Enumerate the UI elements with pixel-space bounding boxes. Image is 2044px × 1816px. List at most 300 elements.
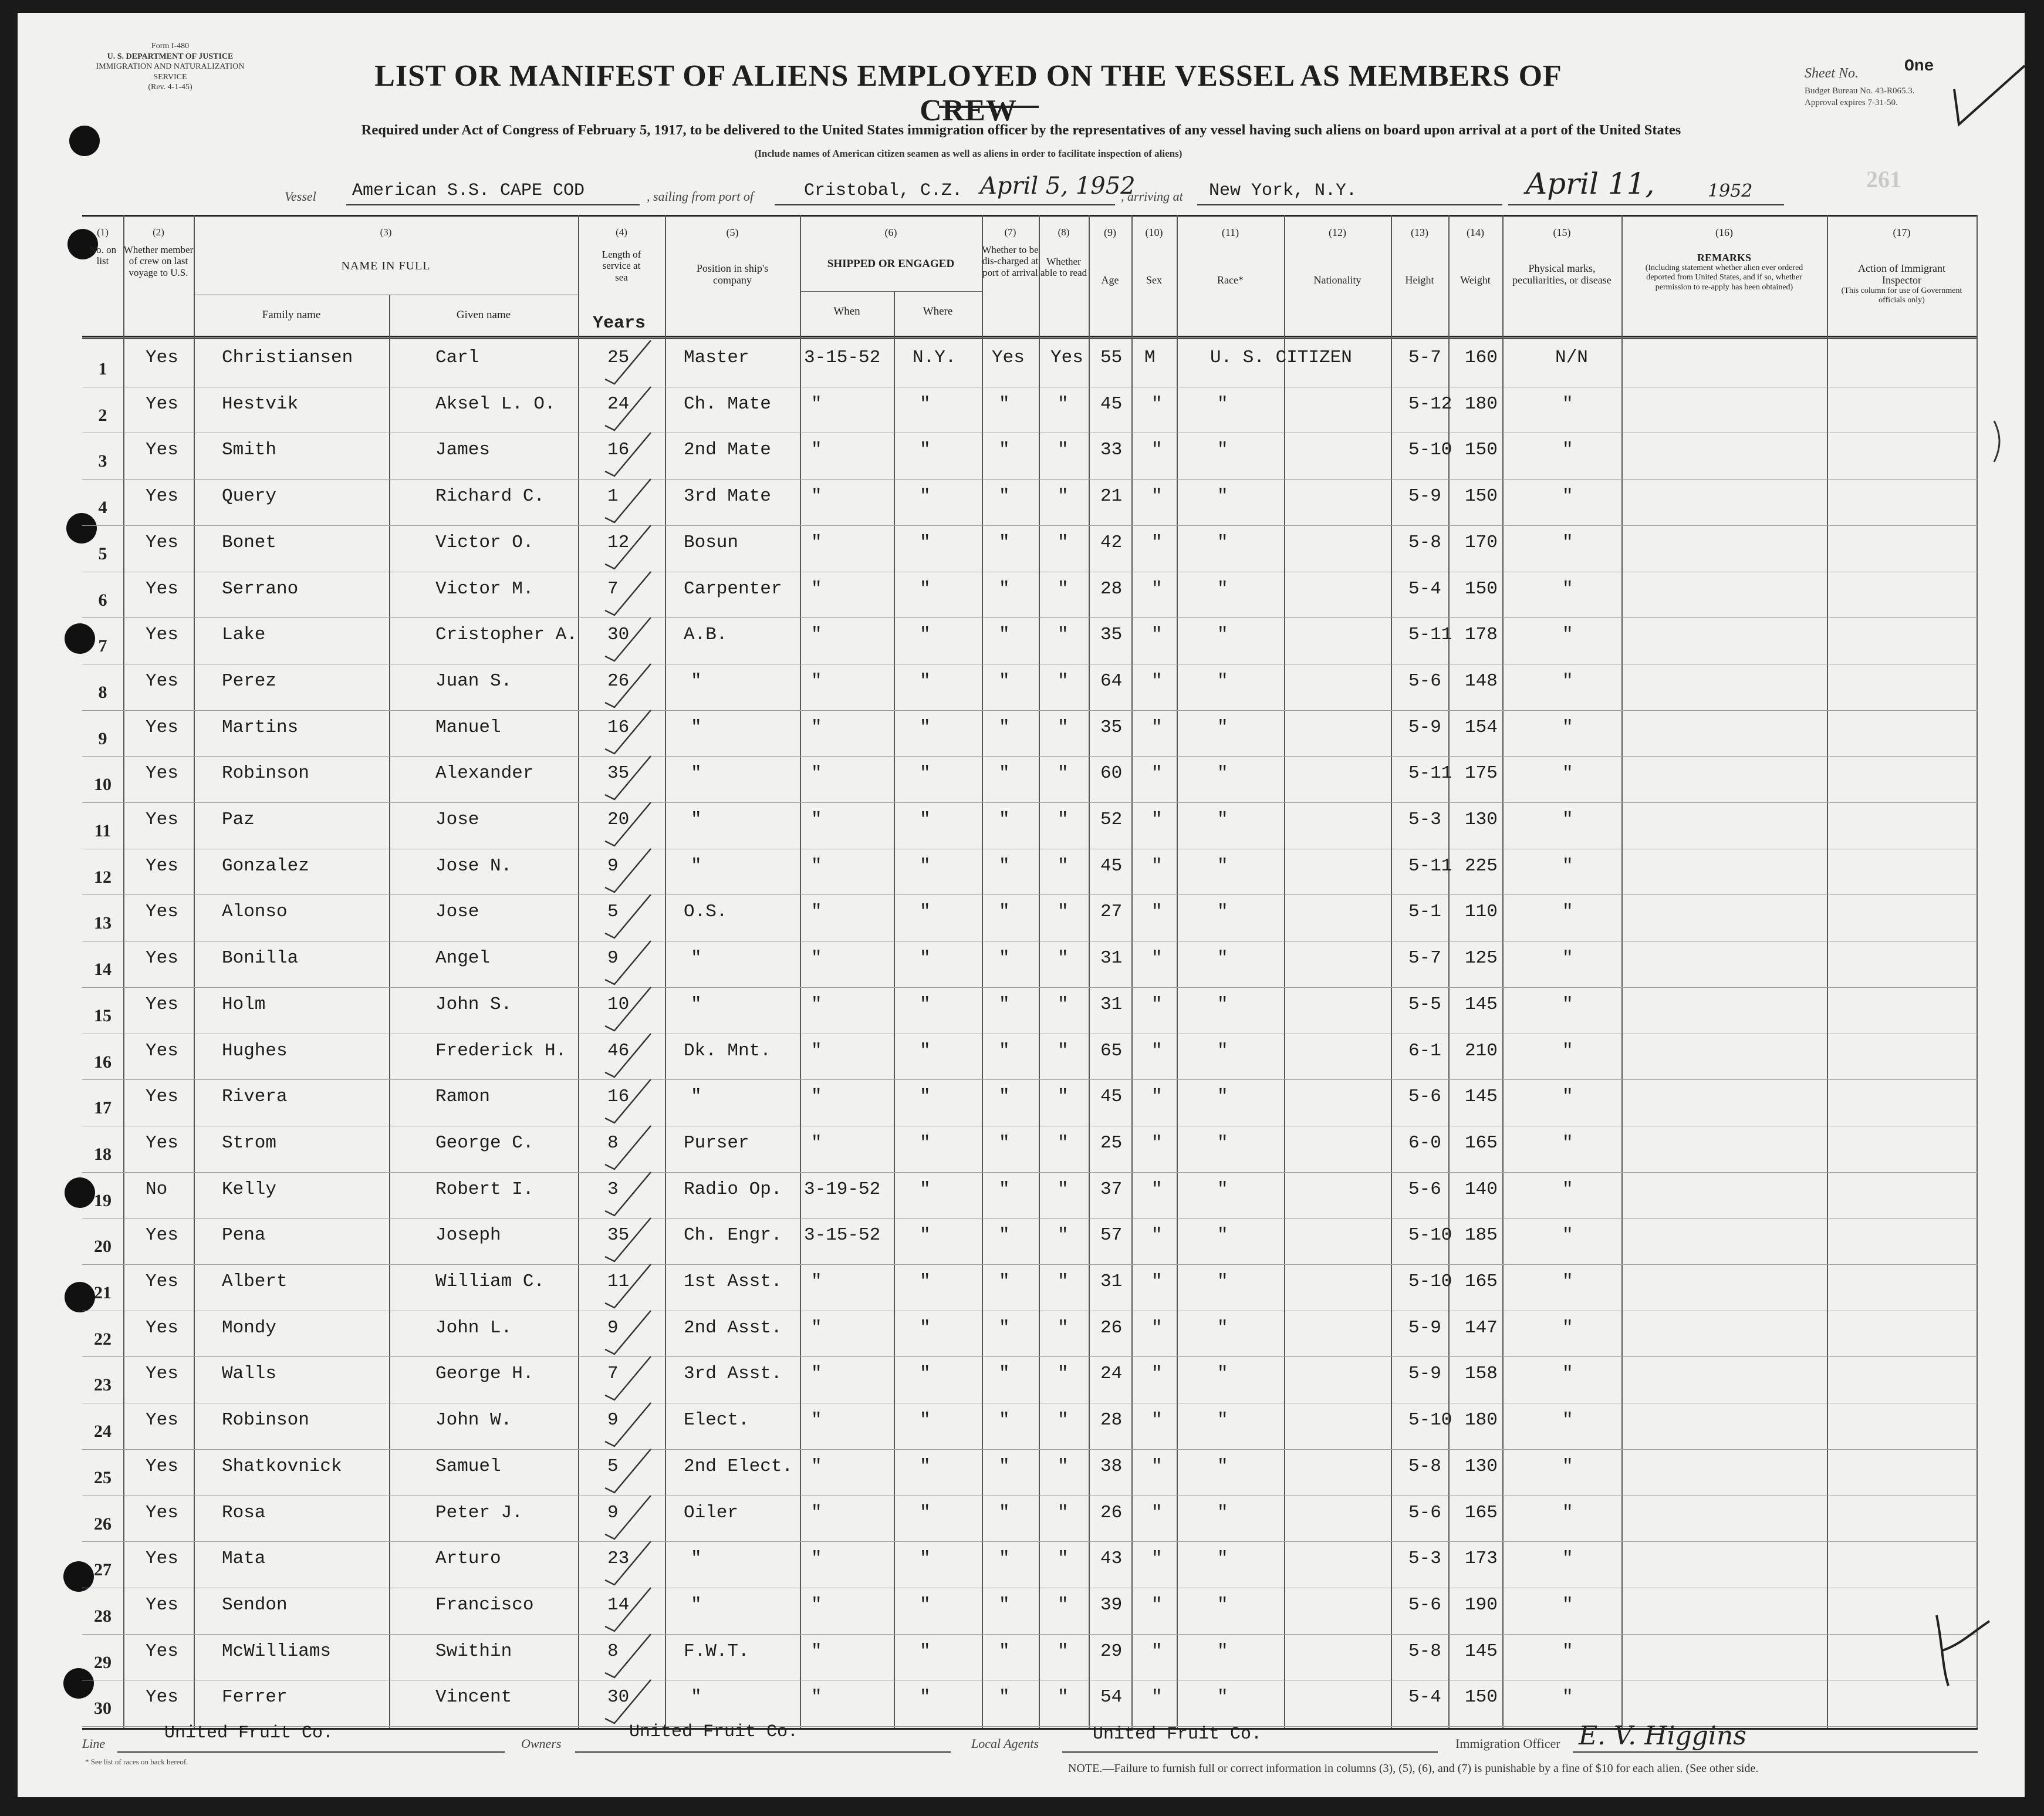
col11-number: (11) — [1221, 227, 1239, 238]
tally-mark-icon — [602, 892, 654, 939]
cell-height: 6-0 — [1408, 1132, 1441, 1153]
cell-family: Perez — [222, 670, 277, 691]
cell-height: 5-9 — [1408, 1317, 1441, 1338]
revision: (Rev. 4-1-45) — [148, 83, 192, 92]
cell-family: Hughes — [222, 1040, 288, 1061]
cell-when: " — [811, 1641, 822, 1662]
cell-height: 6-1 — [1408, 1040, 1441, 1061]
row-number: 23 — [94, 1375, 112, 1395]
col15-number: (15) — [1553, 227, 1571, 238]
cell-prev: Yes — [146, 1040, 178, 1061]
cell-years: 9 — [607, 855, 619, 876]
cell-disch: " — [999, 855, 1010, 876]
races-note: * See list of races on back hereof. — [85, 1757, 188, 1766]
cell-sex: " — [1151, 763, 1163, 784]
tally-mark-icon — [602, 1123, 654, 1170]
cell-disch: " — [999, 1317, 1010, 1338]
cell-when: " — [811, 948, 822, 969]
cell-family: Query — [222, 486, 277, 507]
cell-height: 5-8 — [1408, 1456, 1441, 1477]
cell-given: Vincent — [435, 1687, 512, 1708]
cell-disch: " — [999, 486, 1010, 507]
row-number: 18 — [94, 1144, 112, 1164]
tally-mark-icon — [602, 1539, 654, 1586]
col-line — [578, 215, 579, 1728]
cell-weight: 210 — [1465, 1040, 1498, 1061]
tally-mark-icon — [602, 1447, 654, 1494]
cell-race: " — [1217, 855, 1228, 876]
cell-weight: 154 — [1465, 717, 1498, 738]
check-mark-icon — [1942, 54, 2036, 136]
row-number: 14 — [94, 960, 112, 980]
cell-disch: " — [999, 1132, 1010, 1153]
cell-given: Juan S. — [435, 670, 512, 691]
cell-where: " — [920, 1502, 931, 1523]
cell-sex: " — [1151, 532, 1163, 553]
cell-age: 45 — [1100, 393, 1123, 414]
cell-family: Strom — [222, 1132, 277, 1153]
cell-years: 46 — [607, 1040, 630, 1061]
cell-prev: Yes — [146, 717, 178, 738]
cell-marks: " — [1562, 532, 1573, 553]
cell-when: 3-15-52 — [804, 347, 881, 368]
cell-read: " — [1058, 578, 1069, 599]
col-line — [1131, 215, 1133, 1728]
row-rule — [82, 1264, 1978, 1265]
cell-when: " — [811, 578, 822, 599]
col-line — [1284, 215, 1285, 1728]
row-number: 19 — [94, 1190, 112, 1210]
cell-position: 1st Asst. — [684, 1271, 782, 1292]
cell-race: " — [1217, 994, 1228, 1015]
cell-age: 31 — [1100, 948, 1123, 969]
cell-read: " — [1058, 1548, 1069, 1569]
cell-given: Ramon — [435, 1086, 491, 1108]
cell-years: 5 — [607, 902, 619, 923]
cell-where: " — [920, 1641, 931, 1662]
cell-marks: N/N — [1555, 347, 1588, 368]
cell-sex: " — [1151, 1040, 1163, 1061]
cell-disch: " — [999, 440, 1010, 461]
punch-hole — [69, 126, 100, 156]
cell-when: " — [811, 1594, 822, 1615]
cell-weight: 160 — [1465, 347, 1498, 368]
cell-years: 9 — [607, 948, 619, 969]
cell-marks: " — [1562, 1641, 1573, 1662]
cell-race: " — [1217, 1132, 1228, 1153]
cell-where: " — [920, 1363, 931, 1385]
owners-label: Owners — [521, 1736, 562, 1751]
cell-read: " — [1058, 1179, 1069, 1200]
cell-age: 21 — [1100, 486, 1123, 507]
cell-sex: " — [1151, 902, 1163, 923]
cell-given: Francisco — [435, 1594, 534, 1615]
cell-weight: 165 — [1465, 1271, 1498, 1292]
cell-sex: " — [1151, 1641, 1163, 1662]
cell-years: 11 — [607, 1271, 630, 1292]
port-from: Cristobal, C.Z. — [804, 181, 963, 201]
header-bottom-rule — [82, 336, 1978, 339]
cell-marks: " — [1562, 1086, 1573, 1108]
col15-label: Physical marks, peculiarities, or disease — [1512, 262, 1611, 286]
col10-label: Sex — [1146, 274, 1162, 286]
cell-disch: " — [999, 532, 1010, 553]
cell-race: " — [1217, 1641, 1228, 1662]
cell-years: 16 — [607, 717, 630, 738]
cell-given: Jose N. — [435, 855, 512, 876]
col-line — [1391, 215, 1392, 1728]
cell-height: 5-4 — [1408, 1687, 1441, 1708]
cell-family: Rivera — [222, 1086, 288, 1108]
cell-height: 5-3 — [1408, 1548, 1441, 1569]
form-id-block — [82, 41, 258, 93]
cell-marks: " — [1562, 1410, 1573, 1431]
cell-race: " — [1217, 1502, 1228, 1523]
cell-age: 25 — [1100, 1132, 1123, 1153]
cell-family: Paz — [222, 809, 255, 830]
port-to: New York, N.Y. — [1209, 181, 1357, 201]
cell-years: 14 — [607, 1594, 630, 1615]
row-number: 4 — [98, 498, 107, 518]
cell-when: 3-19-52 — [804, 1179, 881, 1200]
cell-marks: " — [1562, 948, 1573, 969]
cell-prev: Yes — [146, 440, 178, 461]
cell-read: " — [1058, 1317, 1069, 1338]
tally-mark-icon — [602, 661, 654, 708]
tally-mark-icon — [602, 1354, 654, 1401]
cell-age: 54 — [1100, 1687, 1123, 1708]
cell-height: 5-11 — [1408, 763, 1452, 784]
cell-race: " — [1217, 1548, 1228, 1569]
col8-label: Whether able to read — [1040, 255, 1087, 279]
cell-race: " — [1217, 809, 1228, 830]
col13-header — [1391, 227, 1448, 286]
cell-family: Rosa — [222, 1502, 266, 1523]
col9-number: (9) — [1104, 227, 1116, 238]
row-number: 24 — [94, 1422, 112, 1442]
cell-position: Bosun — [684, 532, 739, 553]
cell-disch: " — [999, 763, 1010, 784]
cell-when: " — [811, 1271, 822, 1292]
cell-family: Lake — [222, 625, 266, 646]
cell-when: " — [811, 1548, 822, 1569]
cell-sex: " — [1151, 994, 1163, 1015]
cell-years: 20 — [607, 809, 630, 830]
row-number: 15 — [94, 1005, 112, 1025]
col11-header — [1177, 227, 1284, 286]
department: U. S. DEPARTMENT OF JUSTICE — [107, 52, 234, 61]
cell-family: Pena — [222, 1225, 266, 1246]
tally-mark-icon — [602, 708, 654, 755]
row-number: 26 — [94, 1514, 112, 1534]
cell-given: George C. — [435, 1132, 534, 1153]
row-number: 2 — [98, 405, 107, 425]
cell-years: 1 — [607, 486, 619, 507]
cell-prev: Yes — [146, 625, 178, 646]
cell-when: " — [811, 1132, 822, 1153]
cell-years: 23 — [607, 1548, 630, 1569]
cell-where: " — [920, 948, 931, 969]
cell-family: McWilliams — [222, 1641, 332, 1662]
cell-sex: " — [1151, 855, 1163, 876]
cell-position: 2nd Elect. — [684, 1456, 793, 1477]
cell-when: " — [811, 1086, 822, 1108]
cell-prev: Yes — [146, 532, 178, 553]
cell-given: Jose — [435, 809, 479, 830]
cell-age: 27 — [1100, 902, 1123, 923]
row-number: 28 — [94, 1606, 112, 1626]
cell-marks: " — [1562, 1132, 1573, 1153]
tally-mark-icon — [602, 1216, 654, 1263]
cell-prev: Yes — [146, 670, 178, 691]
cell-family: Bonilla — [222, 948, 299, 969]
vessel-label: Vessel — [285, 189, 316, 204]
cell-race: " — [1217, 670, 1228, 691]
cell-height: 5-9 — [1408, 486, 1441, 507]
cell-disch: " — [999, 1548, 1010, 1569]
cell-height: 5-6 — [1408, 1086, 1441, 1108]
cell-read: " — [1058, 994, 1069, 1015]
cell-position: O.S. — [684, 902, 728, 923]
cell-sex: " — [1151, 1502, 1163, 1523]
col-line — [1621, 215, 1623, 1728]
cell-prev: Yes — [146, 809, 178, 830]
cell-where: " — [920, 578, 931, 599]
cell-family: Smith — [222, 440, 277, 461]
fine-note: NOTE.—Failure to furnish full or correct information in columns (3), (5), (6), and (7) is punishable by a fine of $10 for each alien. (See other side. — [1068, 1762, 1759, 1775]
cell-where: " — [920, 670, 931, 691]
col4-header — [578, 227, 665, 283]
col14-number: (14) — [1467, 227, 1484, 238]
cell-sex: " — [1151, 717, 1163, 738]
cell-disch: " — [999, 670, 1010, 691]
cell-position: " — [691, 763, 702, 784]
given-name-header: Given name — [456, 309, 511, 321]
cell-given: John S. — [435, 994, 512, 1015]
tally-mark-icon — [602, 569, 654, 616]
cell-marks: " — [1562, 440, 1573, 461]
tally-mark-icon — [602, 430, 654, 477]
cell-years: 8 — [607, 1132, 619, 1153]
cell-where: " — [920, 1548, 931, 1569]
cell-marks: " — [1562, 994, 1573, 1015]
cell-prev: Yes — [146, 1594, 178, 1615]
cell-disch: " — [999, 1641, 1010, 1662]
cell-position: " — [691, 855, 702, 876]
cell-given: William C. — [435, 1271, 545, 1292]
cell-race: " — [1217, 902, 1228, 923]
cell-marks: " — [1562, 1687, 1573, 1708]
cell-where: " — [920, 717, 931, 738]
agents-label: Local Agents — [971, 1736, 1039, 1751]
include-note: (Include names of American citizen seamen as well as aliens in order to facilitate inspection of aliens) — [754, 148, 1183, 159]
cell-height: 5-1 — [1408, 902, 1441, 923]
cell-years: 24 — [607, 393, 630, 414]
row-number: 25 — [94, 1467, 112, 1487]
cell-marks: " — [1562, 393, 1573, 414]
cell-height: 5-6 — [1408, 670, 1441, 691]
cell-read: " — [1058, 1641, 1069, 1662]
col-line — [1827, 215, 1828, 1728]
cell-age: 33 — [1100, 440, 1123, 461]
cell-where: " — [920, 1410, 931, 1431]
signature-check-icon — [1925, 1609, 2007, 1697]
row-rule — [82, 1079, 1978, 1080]
cell-when: " — [811, 1456, 822, 1477]
cell-age: 29 — [1100, 1641, 1123, 1662]
col3-label: NAME IN FULL — [341, 259, 431, 272]
when-header: When — [833, 305, 860, 318]
cell-given: Arturo — [435, 1548, 501, 1569]
tally-mark-icon — [602, 338, 654, 385]
cell-prev: Yes — [146, 1548, 178, 1569]
cell-race: " — [1217, 717, 1228, 738]
sailing-date: April 5, 1952 — [980, 173, 1136, 200]
cell-age: 37 — [1100, 1179, 1123, 1200]
cell-sex: " — [1151, 1086, 1163, 1108]
cell-prev: Yes — [146, 393, 178, 414]
cell-disch: " — [999, 1456, 1010, 1477]
cell-family: Mondy — [222, 1317, 277, 1338]
cell-race: " — [1217, 1456, 1228, 1477]
cell-sex: " — [1151, 1548, 1163, 1569]
cell-position: A.B. — [684, 625, 728, 646]
cell-height: 5-9 — [1408, 1363, 1441, 1385]
cell-marks: " — [1562, 1594, 1573, 1615]
cell-years: 35 — [607, 763, 630, 784]
cell-disch: " — [999, 902, 1010, 923]
cell-read: " — [1058, 763, 1069, 784]
cell-where: " — [920, 1040, 931, 1061]
cell-sex: M — [1144, 347, 1156, 368]
cell-weight: 190 — [1465, 1594, 1498, 1615]
cell-family: Ferrer — [222, 1687, 288, 1708]
col16-sublabel: (Including statement whether alien ever ordered deported from United States, and if so, whether permission to re-apply has been obtained) — [1645, 264, 1803, 292]
cell-read: " — [1058, 1410, 1069, 1431]
cell-disch: Yes — [992, 347, 1025, 368]
cell-disch: " — [999, 1502, 1010, 1523]
cell-race: " — [1217, 1687, 1228, 1708]
cell-sex: " — [1151, 1225, 1163, 1246]
col-line — [389, 295, 390, 1728]
cell-disch: " — [999, 1040, 1010, 1061]
cell-weight: 170 — [1465, 532, 1498, 553]
cell-position: " — [691, 809, 702, 830]
cell-family: Robinson — [222, 763, 309, 784]
cell-position: " — [691, 717, 702, 738]
cell-given: Cristopher A. — [435, 625, 577, 646]
cell-sex: " — [1151, 440, 1163, 461]
row-rule — [82, 802, 1978, 803]
cell-height: 5-10 — [1408, 1271, 1452, 1292]
cell-years: 9 — [607, 1410, 619, 1431]
row-number: 9 — [98, 728, 107, 748]
cell-position: 2nd Asst. — [684, 1317, 782, 1338]
row-number: 29 — [94, 1652, 112, 1672]
cell-age: 24 — [1100, 1363, 1123, 1385]
cell-when: " — [811, 902, 822, 923]
cell-weight: 125 — [1465, 948, 1498, 969]
cell-read: " — [1058, 902, 1069, 923]
row-rule — [82, 1541, 1978, 1542]
service: IMMIGRATION AND NATURALIZATION SERVICE — [96, 62, 245, 82]
cell-position: Master — [684, 347, 749, 368]
port-rule — [775, 204, 1115, 205]
cell-position: Purser — [684, 1132, 749, 1153]
cell-height: 5-10 — [1408, 440, 1452, 461]
cell-prev: Yes — [146, 347, 178, 368]
form-title: LIST OR MANIFEST OF ALIENS EMPLOYED ON THE VESSEL AS MEMBERS OF CREW — [374, 59, 1562, 127]
cell-where: " — [920, 1317, 931, 1338]
cell-read: Yes — [1050, 347, 1083, 368]
cell-where: " — [920, 1687, 931, 1708]
cell-race: " — [1217, 440, 1228, 461]
cell-when: " — [811, 763, 822, 784]
row-rule — [82, 987, 1978, 988]
col17-label: Action of Immigrant Inspector — [1858, 262, 1945, 286]
cell-when: " — [811, 1687, 822, 1708]
cell-given: Peter J. — [435, 1502, 523, 1523]
cell-position: Ch. Mate — [684, 393, 771, 414]
cell-family: Gonzalez — [222, 855, 309, 876]
cell-prev: Yes — [146, 855, 178, 876]
cell-race: " — [1217, 948, 1228, 969]
cell-when: " — [811, 532, 822, 553]
cell-age: 26 — [1100, 1317, 1123, 1338]
cell-race: " — [1217, 1410, 1228, 1431]
cell-years: 9 — [607, 1317, 619, 1338]
cell-sex: " — [1151, 1179, 1163, 1200]
cell-height: 5-3 — [1408, 809, 1441, 830]
col4-number: (4) — [616, 227, 627, 238]
cell-disch: " — [999, 578, 1010, 599]
cell-prev: Yes — [146, 1410, 178, 1431]
cell-where: " — [920, 440, 931, 461]
cell-weight: 158 — [1465, 1363, 1498, 1385]
row-number: 6 — [98, 590, 107, 610]
cell-when: " — [811, 625, 822, 646]
cell-prev: Yes — [146, 1317, 178, 1338]
cell-position: Carpenter — [684, 578, 782, 599]
cell-given: John W. — [435, 1410, 512, 1431]
owners-value: United Fruit Co. — [629, 1722, 799, 1742]
cell-read: " — [1058, 1271, 1069, 1292]
cell-weight: 165 — [1465, 1132, 1498, 1153]
cell-sex: " — [1151, 670, 1163, 691]
cell-position: " — [691, 948, 702, 969]
cell-race: " — [1217, 393, 1228, 414]
cell-height: 5-7 — [1408, 948, 1441, 969]
punch-hole — [63, 1668, 94, 1699]
cell-weight: 180 — [1465, 1410, 1498, 1431]
cell-height: 5-7 — [1408, 347, 1441, 368]
cell-when: " — [811, 809, 822, 830]
col-line — [1039, 215, 1040, 1728]
cell-family: Martins — [222, 717, 299, 738]
cell-when: " — [811, 440, 822, 461]
cell-marks: " — [1562, 486, 1573, 507]
cell-age: 28 — [1100, 1410, 1123, 1431]
cell-weight: 150 — [1465, 1687, 1498, 1708]
footer-rule — [117, 1751, 505, 1753]
cell-height: 5-8 — [1408, 1641, 1441, 1662]
col1-number: (1) — [97, 227, 109, 238]
cell-given: John L. — [435, 1317, 512, 1338]
cell-prev: Yes — [146, 902, 178, 923]
cell-marks: " — [1562, 717, 1573, 738]
col15-header — [1502, 227, 1621, 286]
cell-marks: " — [1562, 902, 1573, 923]
